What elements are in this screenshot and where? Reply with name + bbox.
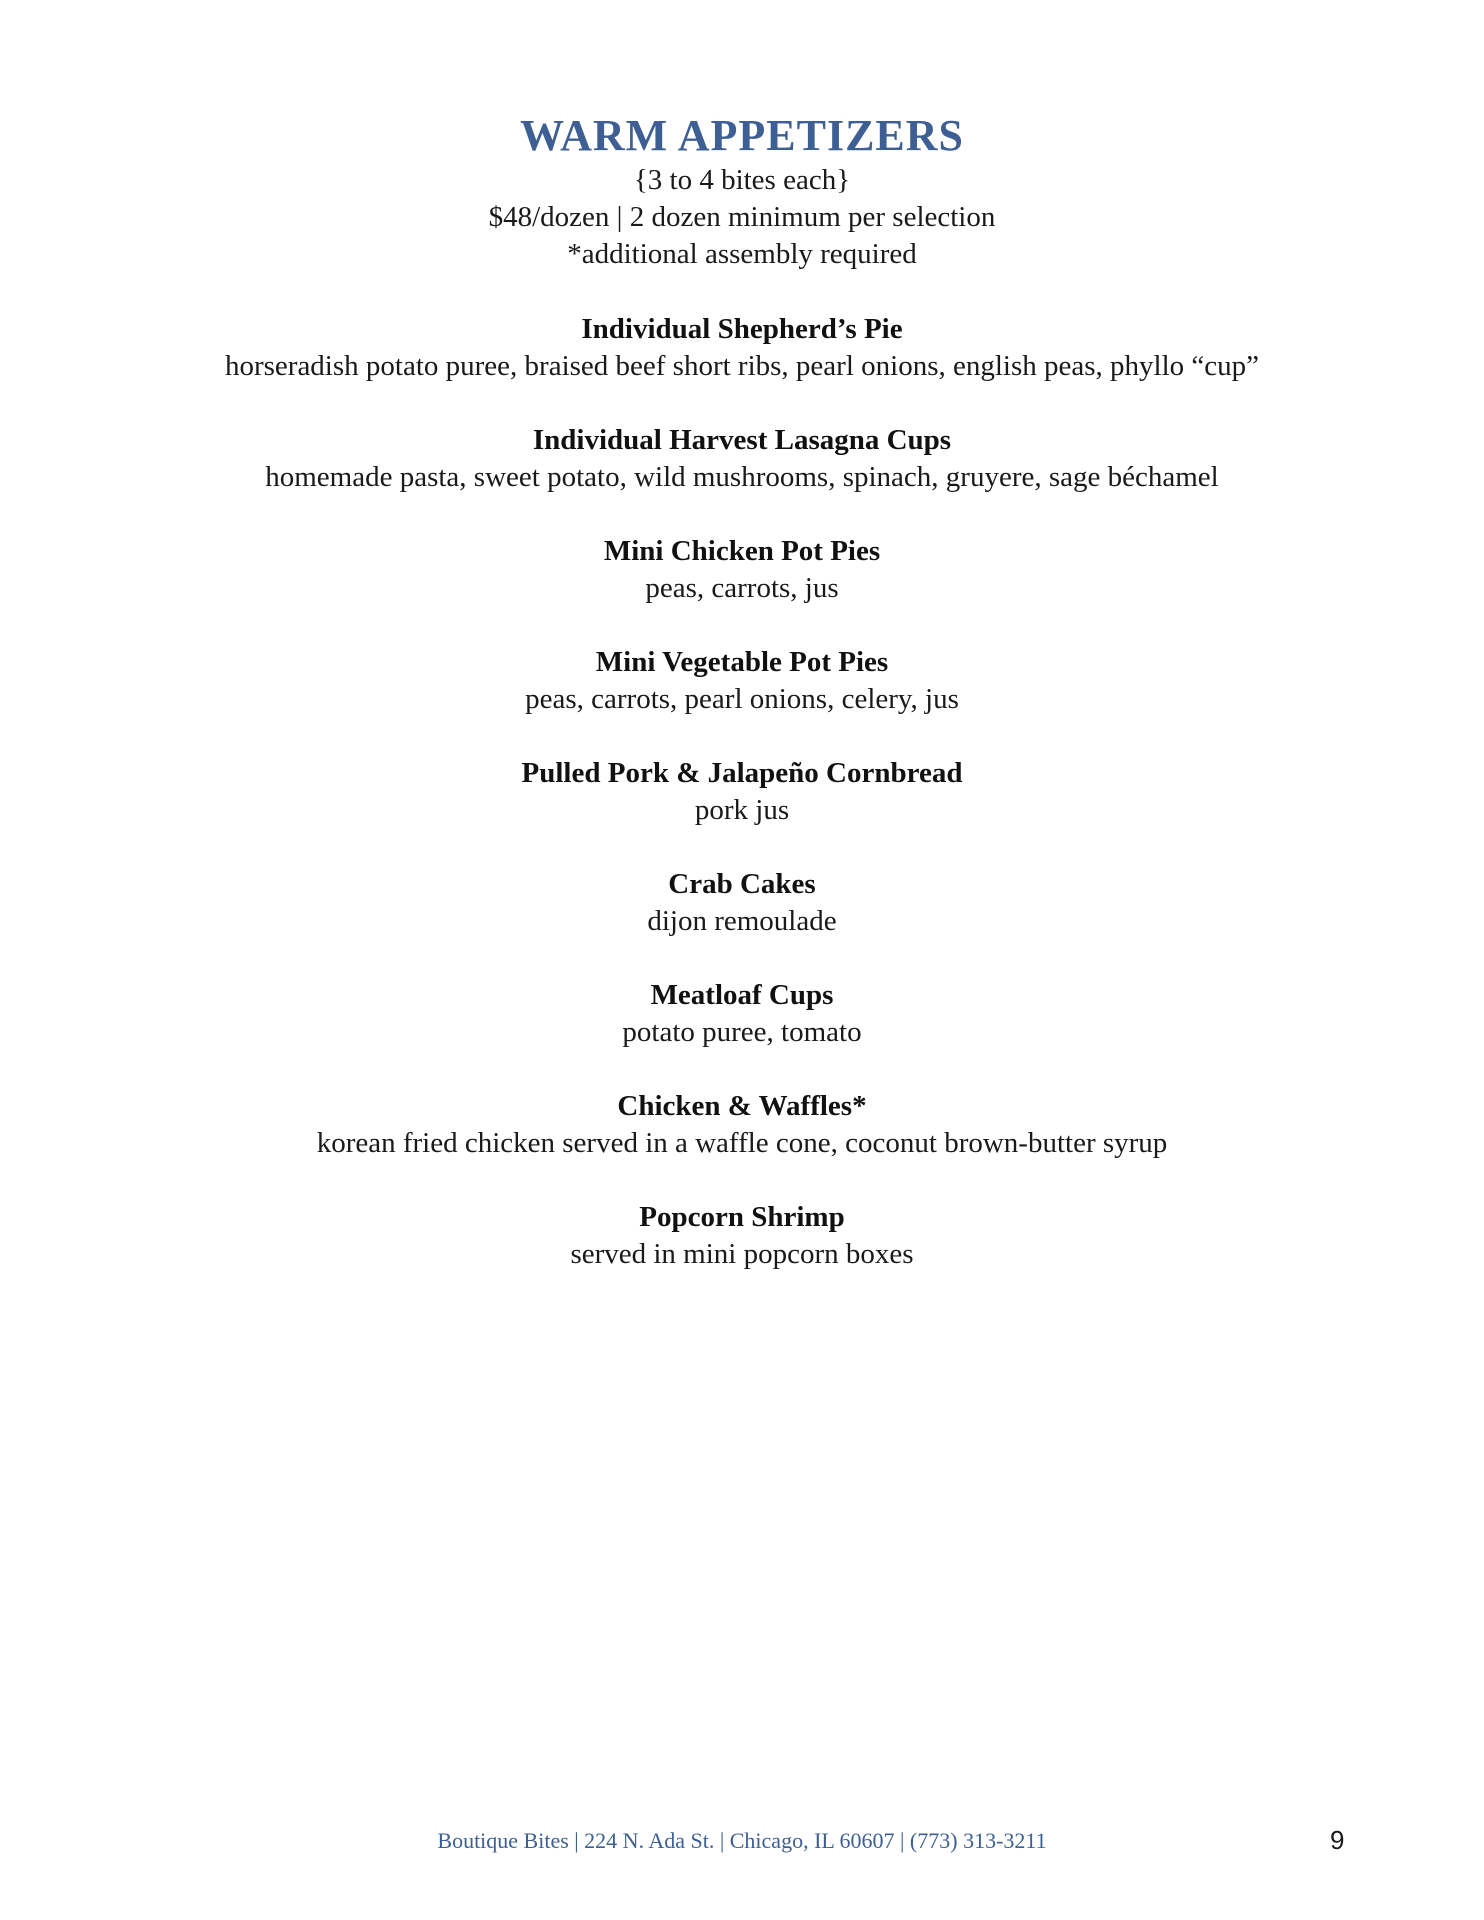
menu-item-name: Individual Harvest Lasagna Cups	[532, 424, 952, 456]
menu-item-name: Crab Cakes	[668, 868, 816, 900]
menu-item	[0, 311, 1484, 422]
menu-item-list	[0, 311, 1484, 1310]
menu-item-name: Pulled Pork & Jalapeño Cornbread	[521, 757, 963, 789]
menu-item-description: korean fried chicken served in a waffle cone, coconut brown-butter syrup	[316, 1127, 1168, 1159]
menu-item-name: Chicken & Waffles*	[617, 1090, 867, 1122]
menu-item-description: dijon remoulade	[647, 905, 837, 937]
menu-item	[0, 644, 1484, 755]
page-number: 9	[1330, 1825, 1345, 1855]
menu-item	[0, 866, 1484, 977]
section-title: WARM APPETIZERS	[519, 111, 965, 160]
assembly-note: *additional assembly required	[567, 238, 917, 270]
menu-item-description: horseradish potato puree, braised beef short ribs, pearl onions, english peas, phyllo “cup”	[224, 350, 1260, 382]
menu-item	[0, 977, 1484, 1088]
menu-item-description: pork jus	[694, 794, 790, 826]
menu-item-description: served in mini popcorn boxes	[570, 1238, 914, 1270]
footer-contact: Boutique Bites | 224 N. Ada St. | Chicago, IL 60607 | (773) 313-3211	[437, 1828, 1047, 1853]
menu-item-description: peas, carrots, jus	[645, 572, 839, 604]
section-header	[0, 110, 1484, 273]
menu-item-name: Mini Chicken Pot Pies	[603, 535, 881, 567]
menu-item-name: Popcorn Shrimp	[639, 1201, 845, 1233]
menu-item	[0, 1199, 1484, 1310]
menu-item	[0, 422, 1484, 533]
menu-item-description: homemade pasta, sweet potato, wild mushrooms, spinach, gruyere, sage béchamel	[265, 461, 1219, 493]
menu-item-name: Mini Vegetable Pot Pies	[595, 646, 889, 678]
menu-item-description: potato puree, tomato	[622, 1016, 862, 1048]
menu-item-name: Meatloaf Cups	[650, 979, 834, 1011]
menu-item	[0, 533, 1484, 644]
menu-item	[0, 755, 1484, 866]
menu-item-description: peas, carrots, pearl onions, celery, jus	[525, 683, 959, 715]
bites-note: {3 to 4 bites each}	[633, 164, 851, 196]
menu-item-name: Individual Shepherd’s Pie	[581, 313, 903, 345]
menu-item	[0, 1088, 1484, 1199]
price-note: $48/dozen | 2 dozen minimum per selection	[488, 201, 996, 233]
